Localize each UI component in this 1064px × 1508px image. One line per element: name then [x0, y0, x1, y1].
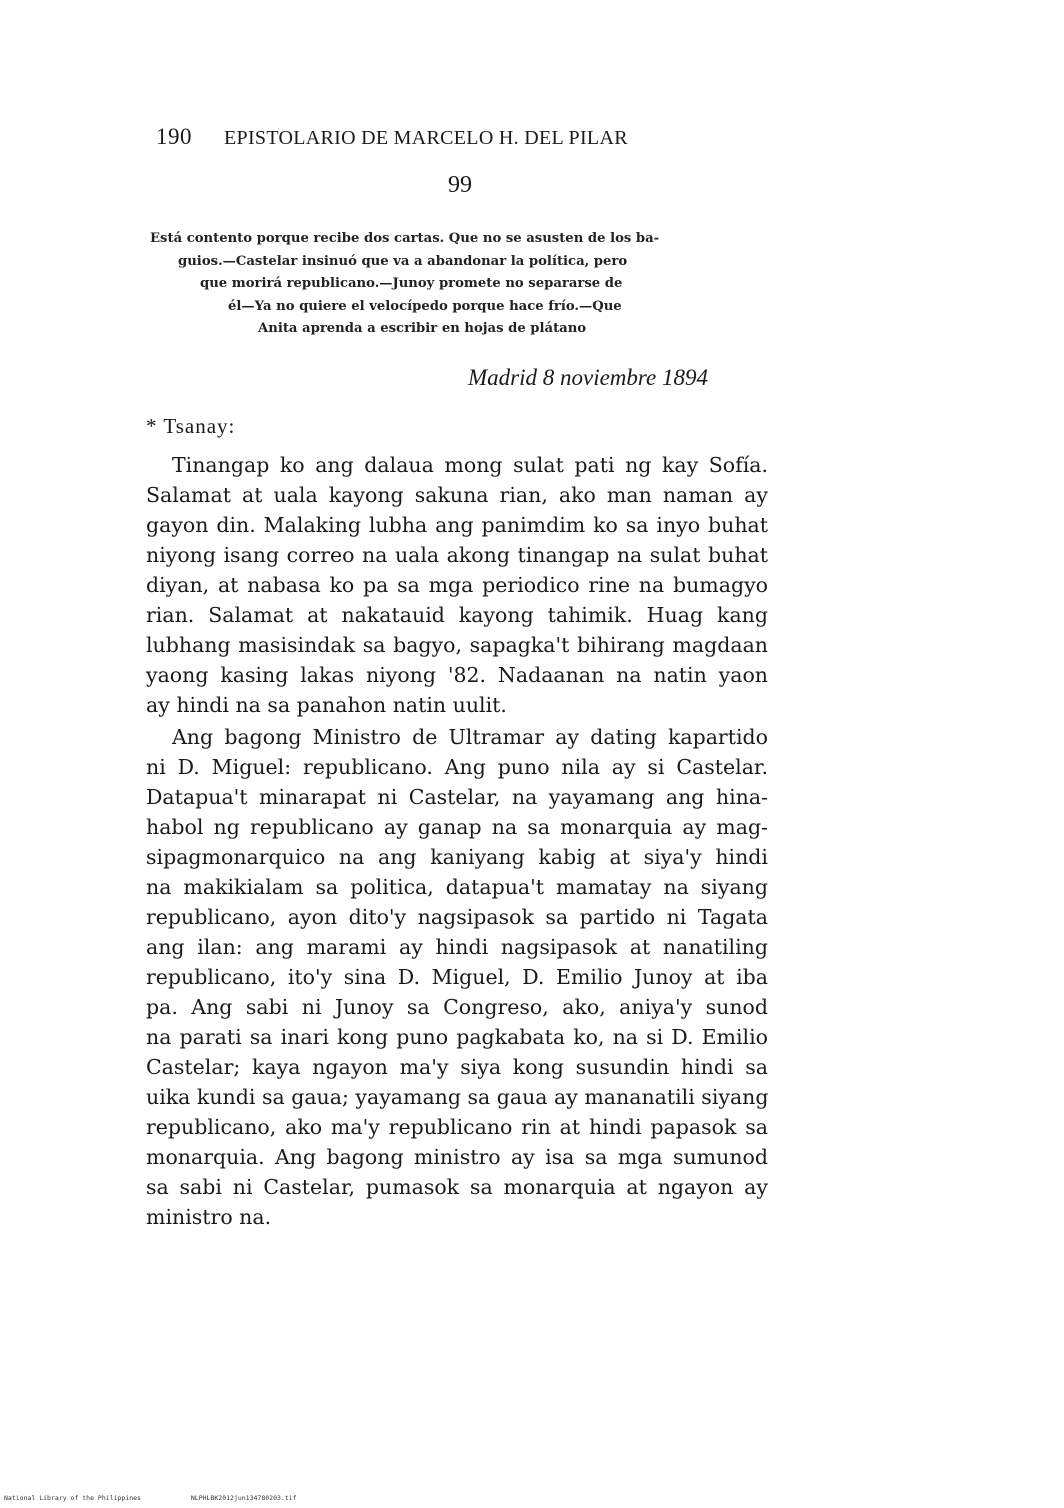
text-line: Tinangap ko ang dalaua mong sulat pati ng kay Sofía.: [172, 453, 768, 477]
text-line: monarquia. Ang bagong ministro ay isa sa mga sumunod: [146, 1145, 768, 1169]
text-line: ay hindi na sa panahon natin uulit.: [146, 693, 507, 717]
text-line: republicano, ayon dito'y nagsipasok sa partido ni Tagata: [146, 905, 768, 929]
text-line: pa. Ang sabi ni Junoy sa Congreso, ako, aniya'y sunod: [146, 995, 768, 1019]
footer-source: National Library of the Philippines: [4, 1494, 141, 1502]
scan-footer: [4, 1494, 297, 1502]
letter-number: 99: [448, 172, 472, 198]
dateline: Madrid 8 noviembre 1894: [468, 365, 708, 390]
text-line: ni D. Miguel: republicano. Ang puno nila ay si Castelar.: [146, 755, 768, 779]
text-line: na makikialam sa politica, datapua't mamatay na siyang: [146, 875, 768, 899]
text-line: Castelar; kaya ngayon ma'y siya kong susundin hindi sa: [146, 1055, 768, 1079]
text-line: lubhang masisindak sa bagyo, sapagka't bihirang magdaan: [146, 633, 768, 657]
text-line: uika kundi sa gaua; yayamang sa gaua ay mananatili siyang: [146, 1085, 769, 1109]
running-head: [156, 124, 716, 150]
text-line: rian. Salamat at nakatauid kayong tahimik. Huag kang: [146, 603, 768, 627]
text-line: habol ng republicano ay ganap na sa monarquia ay mag-: [146, 815, 768, 839]
letter-body: [146, 450, 768, 1232]
summary-line: Está contento porque recibe dos cartas. Que no se asusten de los ba-: [150, 231, 660, 246]
text-line: na parati sa inari kong puno pagkabata ko, na si D. Emilio: [146, 1025, 768, 1049]
letter-summary: [150, 228, 780, 341]
text-line: ministro na.: [146, 1205, 272, 1229]
text-line: sipagmonarquico na ang kaniyang kabig at siya'y hindi: [146, 845, 768, 869]
salutation: * Tsanay:: [146, 414, 236, 438]
paragraph: [146, 722, 768, 1232]
book-title: EPISTOLARIO DE MARCELO H. DEL PILAR: [224, 127, 628, 149]
text-line: niyong isang correo na uala akong tinangap na sulat buhat: [146, 543, 768, 567]
paragraph: [146, 450, 768, 720]
text-line: republicano, ito'y sina D. Miguel, D. Emilio Junoy at iba: [146, 965, 768, 989]
text-line: Datapua't minarapat ni Castelar, na yayamang ang hina-: [146, 785, 768, 809]
text-line: sa sabi ni Castelar, pumasok sa monarquia at ngayon ay: [146, 1175, 768, 1199]
text-line: gayon din. Malaking lubha ang panimdim ko sa inyo buhat: [146, 513, 768, 537]
footer-file-id: NLPHLBK2012jun13478020З.tif: [190, 1494, 297, 1502]
text-line: ang ilan: ang marami ay hindi nagsipasok at nanatiling: [146, 935, 768, 959]
summary-line: Anita aprenda a escribir en hojas de plátano: [258, 321, 587, 336]
summary-line: él—Ya no quiere el velocípedo porque hace frío.—Que: [228, 298, 622, 314]
summary-line: guios.—Castelar insinuó que va a abandonar la política, pero: [178, 253, 628, 269]
summary-line: que morirá republicano.—Junoy promete no separarse de: [200, 276, 623, 291]
text-line: Salamat at uala kayong sakuna rian, ako man naman ay: [146, 483, 768, 507]
text-line: republicano, ako ma'y republicano rin at hindi papasok sa: [146, 1115, 768, 1139]
text-line: diyan, at nabasa ko pa sa mga periodico rine na bumagyo: [146, 573, 768, 597]
text-line: yaong kasing lakas niyong '82. Nadaanan na natin yaon: [146, 663, 768, 687]
page-number: 190: [156, 124, 192, 149]
text-line: Ang bagong Ministro de Ultramar ay dating kapartido: [172, 725, 768, 749]
